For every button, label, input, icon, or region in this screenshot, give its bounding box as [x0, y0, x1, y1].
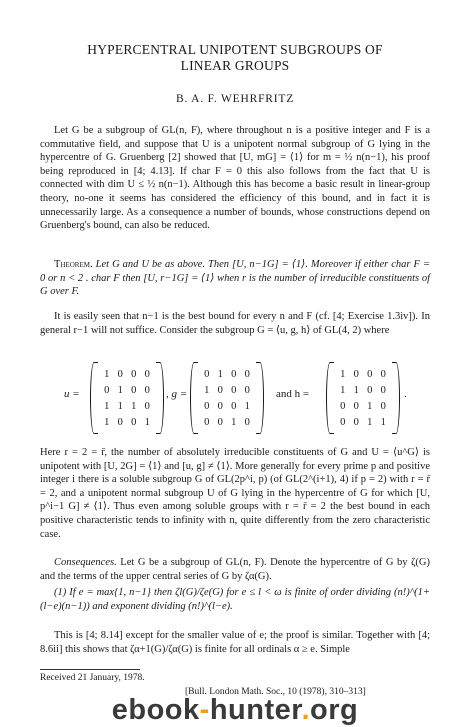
matrix-entry: 0: [231, 400, 237, 412]
matrix-entry: 0: [353, 416, 359, 428]
matrix-entry: 1: [380, 416, 386, 428]
matrix-g-entries: [200, 366, 254, 430]
left-paren: [90, 362, 98, 434]
matrix-entry: 0: [353, 400, 359, 412]
watermark-part-1: ebook: [111, 694, 200, 726]
matrix-entry: 0: [367, 368, 373, 380]
intro-text: Let G be a subgroup of GL(n, F), where throughout n is a positive integer and F is a commutative field, and suppose that U is a unipotent normal subgroup of G lying in the hypercentre of G. Gruenberg [2] showed that [U, mG] = ⟨1⟩ for m = ½ n(n−1), his proof being reproduced in [4; 4.13]. If char F = 0 this also follows from the fact that U is connected with dim U ≤ ½ n(n−1). Although this has become a basic result in linear-group theory, no-one it seems has considered the efficiency of this bound, and in fact it is unnecessarily large. As a consequence a number of bounds, whose constructions depend on Gruenberg's bound, can also be reduced.: [40, 125, 430, 232]
matrix-entry: 1: [244, 400, 250, 412]
footnote-rule: [40, 669, 140, 670]
matrix-u-entries: [100, 366, 154, 430]
generalization-text: Here r = 2 = r̄, the number of absolutely irreducible constituents of G and U = ⟨u^G⟩ is unipotent with [U, 2G] = ⟨1⟩ and [u, g] ≠ ⟨1⟩. More generally for every prime p and positive integer i there is a soluble subgroup G of GL(2p^i, p) (of GL(2^(i+1), 4) if p = 2) with r = r̄ = 2, and a unipotent normal subgroup U of G lying in the hypercentre of G for which [U, p^i−1 G] ≠ ⟨1⟩. Thus even among soluble groups with r = r̄ = 2 the best bound in each positive characteristic tends to infinity with n, quite differently from the zero characteristic case.: [40, 447, 430, 540]
matrix-entry: 0: [380, 384, 386, 396]
matrix-entry: 0: [117, 416, 123, 428]
theorem-body: Let G and U be as above. Then [U, n−1G] = ⟨1⟩. Moreover if either char F = 0 or n < 2 . char F then [U, r−1G] = ⟨1⟩ when r is the number of irreducible constituents of G over F.: [40, 259, 431, 298]
matrix-entry: 0: [104, 384, 110, 396]
matrix-entry: 0: [353, 368, 359, 380]
matrix-entry: 0: [131, 384, 137, 396]
journal-citation: [Bull. London Math. Soc., 10 (1978), 310–313]: [185, 687, 366, 697]
matrix-entry: 1: [104, 368, 110, 380]
matrix-entry: 1: [340, 368, 346, 380]
left-paren: [326, 362, 334, 434]
matrix-h-entries: [336, 366, 390, 430]
matrix-entry: 0: [244, 416, 250, 428]
watermark: [0, 695, 470, 725]
matrix-g: [190, 362, 264, 434]
watermark-part-3: org: [310, 694, 359, 726]
example-text: It is easily seen that n−1 is the best bound for every n and F (cf. [4; Exercise 1.3iv]). In general r−1 will not suffice. Consider the subgroup G = ⟨u, g, h⟩ of GL(4, 2) where: [40, 311, 430, 336]
matrix-entry: 1: [144, 416, 150, 428]
matrix-entry: 0: [340, 416, 346, 428]
u-label: u =: [64, 388, 80, 400]
matrix-entry: 1: [217, 368, 223, 380]
matrix-entry: 1: [231, 416, 237, 428]
consequences-head: Consequences.: [54, 557, 117, 568]
item-1-text: (1) If e = max{1, n−1} then ζl(G)/ζe(G) for e ≤ l < ω is finite of order dividing (n!)^(1+(l−e)(n−1)) and exponent dividing (n!)^(l−e).: [40, 587, 430, 612]
matrix-entry: 0: [217, 416, 223, 428]
matrix-entry: 0: [117, 368, 123, 380]
matrix-entry: 0: [204, 400, 210, 412]
matrix-entry: 1: [131, 400, 137, 412]
paper-title: [40, 42, 430, 74]
matrix-entry: 0: [231, 384, 237, 396]
matrix-entry: 1: [104, 400, 110, 412]
closing-text: This is [4; 8.14] except for the smaller value of e; the proof is similar. Together with [4; 8.6ii] this shows that ζα+1(G)/ζα(G) is finite for all ordinals α ≥ e. Simple: [40, 630, 430, 655]
right-paren: [156, 362, 164, 434]
author-name: B. A. F. WEHRFRITZ: [175, 93, 295, 105]
right-paren: [256, 362, 264, 434]
matrix-entry: 1: [353, 384, 359, 396]
matrix-entry: 1: [367, 400, 373, 412]
consequences-body: Let G be a subgroup of GL(n, F). Denote the hypercentre of G by ζ(G) and the terms of the upper central series of G by ζα(G).: [40, 557, 431, 582]
matrix-entry: 0: [217, 400, 223, 412]
matrix-entry: 1: [117, 384, 123, 396]
matrix-entry: 0: [244, 368, 250, 380]
matrix-entry: 0: [231, 368, 237, 380]
title-line-1: HYPERCENTRAL UNIPOTENT SUBGROUPS OF: [87, 42, 383, 57]
g-label: , g =: [166, 388, 188, 400]
received-date: Received 21 January, 1978.: [40, 673, 145, 683]
theorem-head: Theorem.: [54, 259, 93, 270]
matrix-entry: 0: [204, 368, 210, 380]
matrix-entry: 0: [217, 384, 223, 396]
intro-paragraph: [40, 124, 430, 233]
matrix-entry: 0: [244, 384, 250, 396]
matrix-entry: 0: [340, 400, 346, 412]
matrix-entry: 0: [144, 368, 150, 380]
theorem-paragraph: [40, 258, 430, 299]
item-1-paragraph: [40, 586, 430, 613]
matrix-entry: 0: [131, 416, 137, 428]
matrix-entry: 1: [117, 400, 123, 412]
left-paren: [190, 362, 198, 434]
matrix-display: [64, 362, 424, 434]
matrix-entry: 0: [144, 400, 150, 412]
matrix-entry: 1: [340, 384, 346, 396]
matrix-h: [326, 362, 400, 434]
matrix-entry: 1: [104, 416, 110, 428]
matrix-entry: 1: [204, 384, 210, 396]
matrix-end: .: [404, 388, 407, 400]
example-paragraph: [40, 310, 430, 337]
right-paren: [392, 362, 400, 434]
watermark-part-2: hunter: [209, 694, 302, 726]
watermark-dash-1: -: [199, 694, 210, 726]
matrix-entry: 0: [367, 384, 373, 396]
matrix-entry: 0: [380, 400, 386, 412]
h-label: and h =: [276, 388, 310, 400]
matrix-entry: 0: [204, 416, 210, 428]
generalization-paragraph: [40, 446, 430, 541]
closing-paragraph: [40, 629, 430, 656]
matrix-entry: 0: [380, 368, 386, 380]
matrix-entry: 0: [144, 384, 150, 396]
matrix-u: [90, 362, 164, 434]
title-line-2: LINEAR GROUPS: [180, 58, 290, 73]
consequences-paragraph: [40, 556, 430, 583]
matrix-entry: 1: [367, 416, 373, 428]
watermark-dash-2: .: [301, 694, 311, 726]
matrix-entry: 0: [131, 368, 137, 380]
